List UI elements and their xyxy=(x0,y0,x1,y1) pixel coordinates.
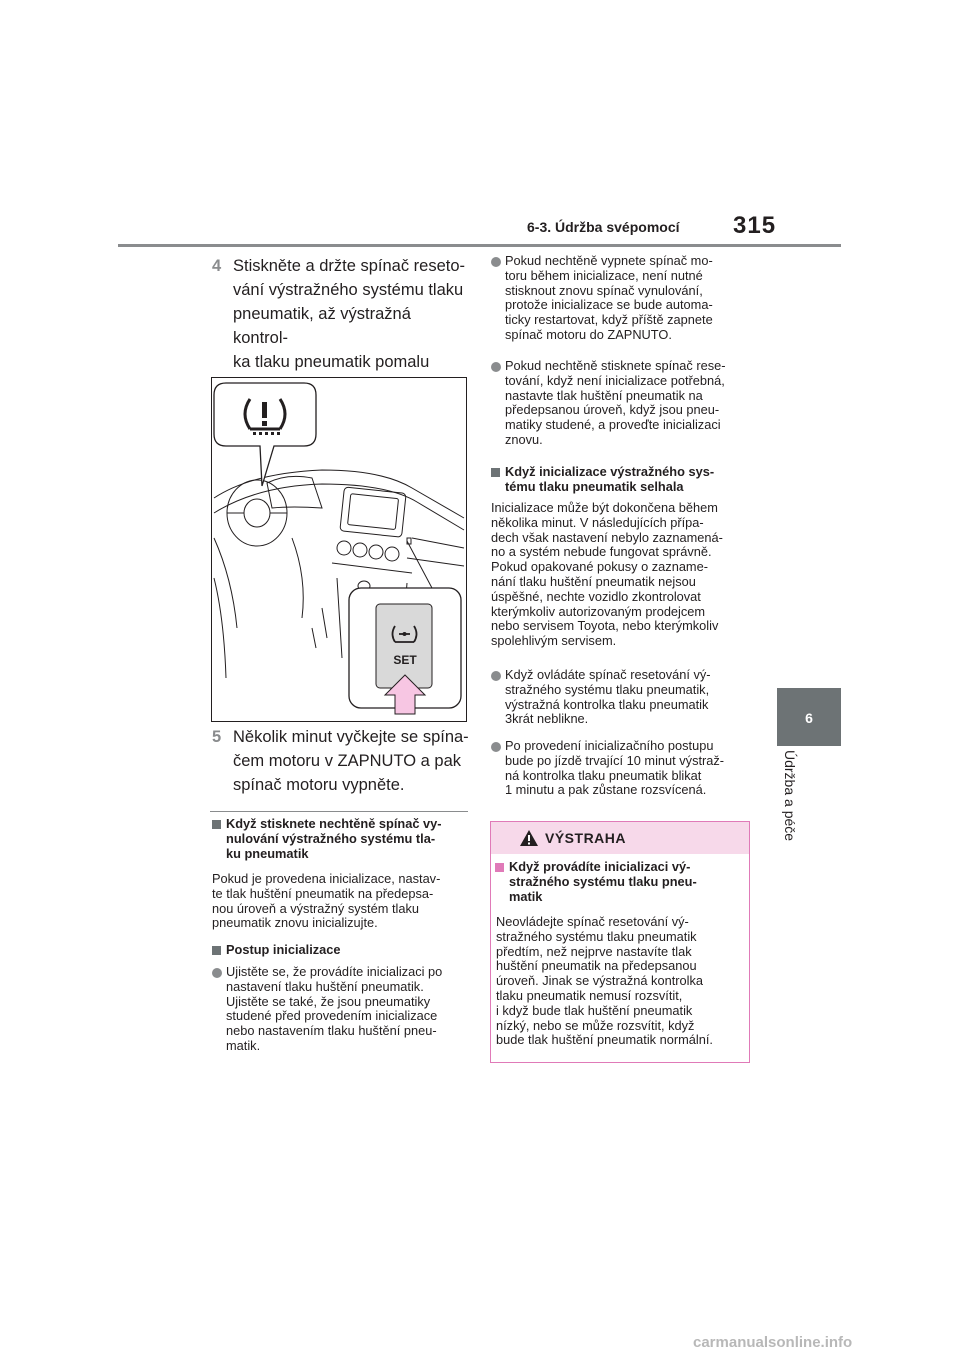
text-line: Když stisknete nechtěně spínač vy- xyxy=(226,816,442,831)
section-divider xyxy=(210,811,468,812)
right-bullet-4 xyxy=(491,739,756,798)
text-line: spolehlivým servisem. xyxy=(491,633,617,649)
text-line: výstražná kontrolka tlaku pneumatik xyxy=(505,696,709,712)
text-line: te tlak huštění pneumatik na předepsa- xyxy=(212,885,434,901)
text-line: nebo nastavením tlaku huštění pneu- xyxy=(226,1023,437,1039)
text-line: Když ovládáte spínač resetování vý- xyxy=(505,667,711,682)
text-line: tování, když není inicializace potřebná, xyxy=(505,372,725,388)
text-line: stražného systému tlaku pneumatik, xyxy=(505,681,710,697)
chapter-tab xyxy=(777,688,841,746)
round-bullet-icon xyxy=(491,362,501,372)
text-line: matik xyxy=(509,888,543,904)
header-rule xyxy=(118,244,841,247)
text-line: 1 minutu a pak zůstane rozsvícená. xyxy=(505,782,707,798)
round-bullet-icon xyxy=(491,742,501,752)
square-bullet-icon xyxy=(212,946,221,955)
text-line: nulování výstražného systému tla- xyxy=(226,830,436,846)
text-line: no a systém nebude fungovat správně. xyxy=(491,544,712,560)
text-line: tlaku pneumatik nemusí rozsvítit, xyxy=(496,987,683,1003)
step-number: 5 xyxy=(212,728,222,746)
init-failed-heading xyxy=(491,465,756,495)
text-line: Stiskněte a držte spínač reseto- xyxy=(233,257,466,275)
text-line: úroveň. Jinak se výstražná kontrolka xyxy=(496,973,703,989)
text-line: bude po jízdě trvající 10 minut výstraž- xyxy=(505,752,725,768)
text-line: Pokud nechtěně vypnete spínač mo- xyxy=(505,253,713,268)
chapter-label: Údržba a péče xyxy=(782,750,798,842)
text-line: nou úroveň a výstražný systém tlaku xyxy=(212,900,419,916)
warning-heading xyxy=(495,860,745,904)
text-line: Po provedení inicializačního postupu xyxy=(505,738,714,753)
text-line: stražného systému tlaku pneumatik xyxy=(496,928,697,944)
text-line: Když provádíte inicializaci vý- xyxy=(509,859,691,874)
step-5-text xyxy=(212,725,470,797)
text-line: Neovládejte spínač resetování vý- xyxy=(496,914,689,929)
text-line: Ujistěte se, že provádíte inicializaci po xyxy=(226,964,443,979)
text-line: i když bude tlak huštění pneumatik xyxy=(496,1002,693,1018)
init-failed-body xyxy=(491,501,759,649)
text-line: dech však nastavení nebylo zaznamená- xyxy=(491,529,723,545)
text-line: spínač motoru vypněte. xyxy=(233,776,405,794)
text-line: Pokud opakované pokusy o zazname- xyxy=(491,559,708,575)
right-bullet-1 xyxy=(491,254,756,343)
warning-header xyxy=(491,822,749,854)
warning-title: VÝSTRAHA xyxy=(545,830,627,846)
text-line: Několik minut vyčkejte se spína- xyxy=(233,728,469,746)
warning-body xyxy=(496,915,748,1048)
text-line: kterýmkoliv autorizovaným prodejcem xyxy=(491,603,706,619)
chapter-label-container xyxy=(782,750,802,860)
section-title: 6-3. Údržba svépomocí xyxy=(527,219,680,235)
text-line: toru během inicializace, není nutné xyxy=(505,267,703,283)
text-line: Pokud je provedena inicializace, nastav- xyxy=(212,871,441,886)
text-line: předepsanou úroveň, když jsou pneu- xyxy=(505,402,720,418)
square-bullet-icon xyxy=(495,863,504,872)
text-line: matik. xyxy=(226,1037,261,1053)
accidental-press-body xyxy=(212,872,474,931)
text-line: nastavení tlaku huštění pneumatik. xyxy=(226,978,424,994)
text-line: 3krát neblikne. xyxy=(505,711,589,727)
text-line: matiky studené, a proveďte inicializaci xyxy=(505,417,721,433)
text-line: bude tlak huštění pneumatik normální. xyxy=(496,1032,713,1048)
text-line: nastavte tlak huštění pneumatik na xyxy=(505,387,703,403)
procedure-heading xyxy=(212,943,472,958)
text-line: nízký, nebo se může rozsvítit, když xyxy=(496,1017,695,1033)
text-line: stražného systému tlaku pneu- xyxy=(509,873,697,889)
text-line: nebo servisem Toyota, nebo kterýmkoliv xyxy=(491,618,719,634)
text-line: spínač motoru do ZAPNUTO. xyxy=(505,326,672,342)
dashboard-illustration xyxy=(211,377,467,722)
round-bullet-icon xyxy=(212,968,222,978)
page-number: 315 xyxy=(733,212,777,239)
text-line: Inicializace může být dokončena během xyxy=(491,500,718,515)
text-line: Ujistěte se také, že jsou pneumatiky xyxy=(226,993,431,1009)
text-line: nání tlaku huštění pneumatik nejsou xyxy=(491,573,696,589)
round-bullet-icon xyxy=(491,257,501,267)
warning-box xyxy=(490,821,750,1063)
text-line: pneumatik, až výstražná kontrol- xyxy=(233,305,411,347)
text-line: několika minut. V následujících přípa- xyxy=(491,514,704,530)
text-line: Když inicializace výstražného sys- xyxy=(505,464,715,479)
square-bullet-icon xyxy=(212,820,221,829)
accidental-press-heading xyxy=(212,817,472,861)
watermark-link[interactable]: carmanualsonline.info xyxy=(693,1334,853,1351)
dashboard-drawing xyxy=(212,378,466,721)
round-bullet-icon xyxy=(491,671,501,681)
step-5 xyxy=(212,725,470,797)
text-line: čem motoru v ZAPNUTO a pak xyxy=(233,752,462,770)
text-line: znovu. xyxy=(505,431,543,447)
text-line: huštění pneumatik na předepsanou xyxy=(496,958,697,974)
step-number: 4 xyxy=(212,257,222,275)
text-line: studené před provedením inicializace xyxy=(226,1008,438,1024)
set-button-label: SET xyxy=(393,653,417,667)
warning-triangle-icon xyxy=(519,829,539,847)
text-line: ticky restartovat, když příště zapnete xyxy=(505,312,713,328)
right-bullet-3 xyxy=(491,668,756,727)
text-line: protože inicializace se bude automa- xyxy=(505,297,713,313)
text-line: ka tlaku pneumatik pomalu xyxy=(233,353,430,371)
text-line: pneumatik znovu inicializujte. xyxy=(212,915,378,931)
text-line: předtím, než nejprve nastavíte tlak xyxy=(496,943,692,959)
procedure-bullet xyxy=(212,965,474,1054)
text-line: stisknout znovu spínač vynulování, xyxy=(505,282,703,298)
procedure-heading-text: Postup inicializace xyxy=(226,942,341,957)
text-line: ku pneumatik xyxy=(226,845,309,861)
text-line: Pokud nechtěně stisknete spínač rese- xyxy=(505,358,726,373)
text-line: ná kontrolka tlaku pneumatik blikat xyxy=(505,767,702,783)
text-line: vání výstražného systému tlaku xyxy=(233,281,464,299)
square-bullet-icon xyxy=(491,468,500,477)
text-line: úspěšné, nechte vozidlo zkontrolovat xyxy=(491,588,701,604)
right-bullet-2 xyxy=(491,359,756,448)
text-line: tému tlaku pneumatik selhala xyxy=(505,478,684,494)
chapter-number: 6 xyxy=(805,710,813,726)
